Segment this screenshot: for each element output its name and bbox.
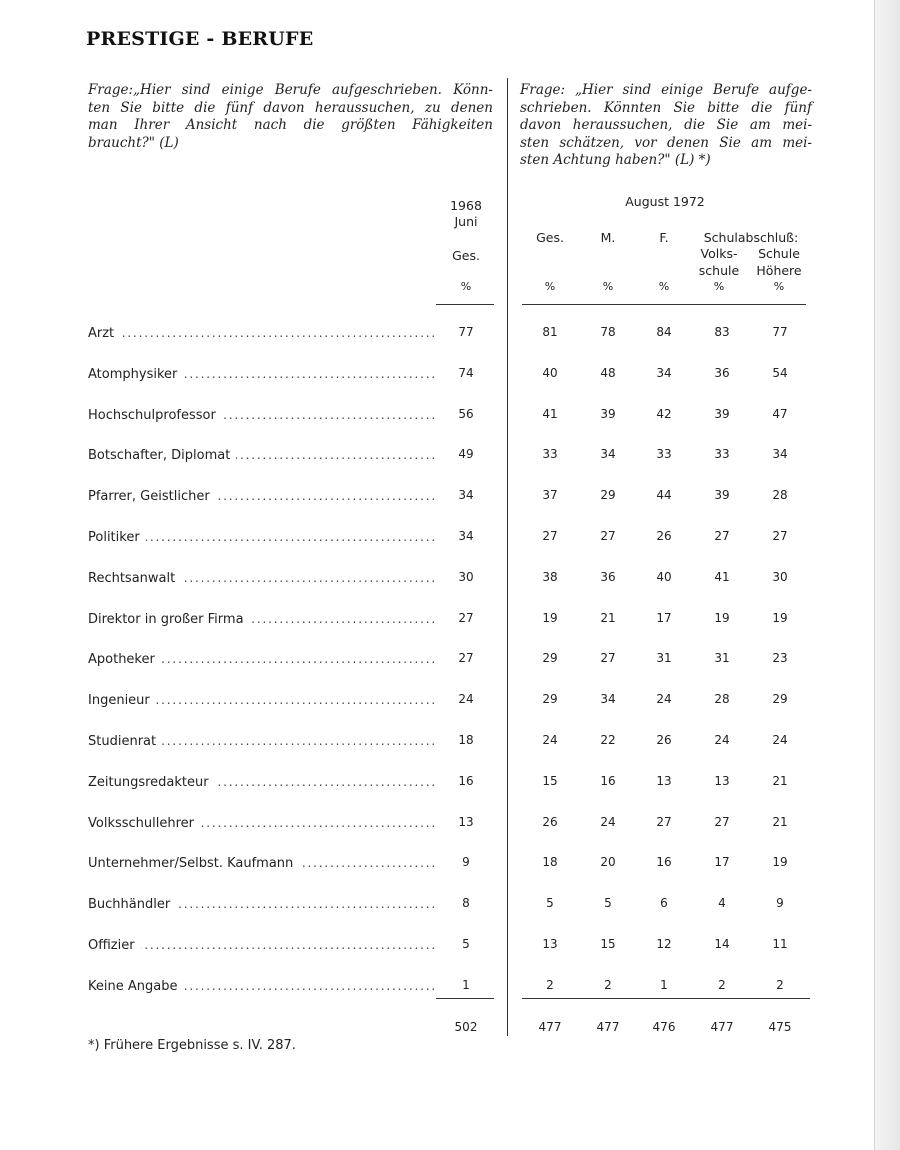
question-right-line: davon heraussuchen, die Sie am mei- (520, 117, 812, 133)
cell-1968: 18 (458, 733, 474, 747)
cell-ges: 24 (542, 733, 558, 747)
cell-ges: 29 (542, 651, 558, 665)
cell-f: 34 (656, 366, 672, 380)
cell-ges: 41 (542, 407, 558, 421)
question-right-line: schrieben. Könnten Sie bitte die fünf (520, 99, 812, 116)
cell-f: 31 (656, 651, 672, 665)
row-label-text: Arzt (88, 326, 120, 341)
cell-m: 27 (600, 529, 616, 543)
row-label (88, 530, 438, 545)
cell-f: 33 (656, 447, 672, 461)
cell-hoehere: 23 (772, 651, 788, 665)
cell-hoehere: 19 (772, 611, 788, 625)
cell-hoehere: 28 (772, 488, 788, 502)
cell-m: 15 (600, 937, 616, 951)
cell-1968: 13 (458, 815, 474, 829)
cell-volksschule: 27 (714, 529, 730, 543)
cell-hoehere: 27 (772, 529, 788, 543)
cell-volksschule: 41 (714, 570, 730, 584)
row-label-text: Botschafter, Diplomat (88, 448, 236, 463)
cell-hoehere: 11 (772, 937, 788, 951)
page-title: PRESTIGE - BERUFE (86, 28, 314, 50)
row-label (88, 938, 438, 953)
question-left-line: man Ihrer Ansicht nach die größten Fähigkeiten (88, 117, 493, 133)
row-label-text: Hochschulprofessor (88, 408, 222, 423)
cell-m: 21 (600, 611, 616, 625)
percent-sign: % (460, 280, 472, 293)
cell-m: 48 (600, 366, 616, 380)
question-left-line: ten Sie bitte die fünf davon heraussuchen, zu denen (88, 99, 493, 116)
cell-ges: 13 (542, 937, 558, 951)
header-hoehere-1: Schule (758, 246, 800, 261)
cell-1968: 5 (462, 937, 470, 951)
header-f: F. (659, 230, 669, 245)
row-label (88, 448, 438, 463)
cell-1968: 56 (458, 407, 474, 421)
header-month-1968: Juni (454, 214, 478, 229)
cell-1968: 34 (458, 529, 474, 543)
column-divider (507, 78, 508, 1036)
cell-volksschule: 31 (714, 651, 730, 665)
row-label-text: Politiker (88, 530, 146, 545)
question-left-line: braucht?" (L) (88, 134, 179, 151)
total-f: 476 (652, 1020, 676, 1034)
row-label-text: Volksschullehrer (88, 816, 200, 831)
row-label (88, 571, 438, 586)
cell-m: 27 (600, 651, 616, 665)
cell-f: 24 (656, 692, 672, 706)
total-1968: 502 (454, 1020, 478, 1034)
row-label (88, 856, 438, 871)
cell-m: 29 (600, 488, 616, 502)
cell-m: 36 (600, 570, 616, 584)
cell-volksschule: 2 (718, 978, 726, 992)
cell-hoehere: 30 (772, 570, 788, 584)
cell-hoehere: 24 (772, 733, 788, 747)
cell-hoehere: 34 (772, 447, 788, 461)
row-label (88, 367, 438, 382)
cell-f: 42 (656, 407, 672, 421)
cell-volksschule: 39 (714, 488, 730, 502)
cell-1968: 16 (458, 774, 474, 788)
cell-1968: 77 (458, 325, 474, 339)
header-rule-1972 (522, 304, 806, 305)
cell-volksschule: 19 (714, 611, 730, 625)
header-m: M. (600, 230, 616, 245)
row-label-text: Keine Angabe (88, 979, 183, 994)
row-label (88, 897, 438, 912)
total-volksschule: 477 (710, 1020, 734, 1034)
row-label (88, 775, 438, 790)
question-right-line: sten Achtung haben?" (L) *) (520, 152, 711, 168)
cell-volksschule: 4 (718, 896, 726, 910)
cell-ges: 5 (546, 896, 554, 910)
row-label-text: Rechtsanwalt (88, 571, 181, 586)
header-volksschule-2: schule (698, 263, 740, 278)
cell-m: 2 (604, 978, 612, 992)
cell-f: 26 (656, 733, 672, 747)
row-label-text: Studienrat (88, 734, 162, 749)
cell-1968: 8 (462, 896, 470, 910)
cell-1968: 34 (458, 488, 474, 502)
row-label (88, 693, 438, 708)
header-ges-1972: Ges. (536, 230, 564, 245)
row-label (88, 816, 438, 831)
cell-f: 44 (656, 488, 672, 502)
total-m: 477 (596, 1020, 620, 1034)
cell-f: 26 (656, 529, 672, 543)
cell-ges: 38 (542, 570, 558, 584)
percent-sign: % (773, 280, 785, 293)
cell-volksschule: 13 (714, 774, 730, 788)
cell-volksschule: 24 (714, 733, 730, 747)
cell-m: 39 (600, 407, 616, 421)
page-edge (874, 0, 900, 1150)
cell-f: 84 (656, 325, 672, 339)
cell-1968: 30 (458, 570, 474, 584)
row-label-text: Pfarrer, Geistlicher (88, 489, 216, 504)
cell-m: 78 (600, 325, 616, 339)
row-label (88, 979, 438, 994)
cell-1968: 9 (462, 855, 470, 869)
cell-1968: 27 (458, 651, 474, 665)
cell-volksschule: 39 (714, 407, 730, 421)
cell-f: 1 (660, 978, 668, 992)
total-rule-1968 (436, 998, 494, 999)
cell-m: 22 (600, 733, 616, 747)
row-label (88, 734, 438, 749)
cell-hoehere: 47 (772, 407, 788, 421)
cell-1968: 49 (458, 447, 474, 461)
cell-f: 17 (656, 611, 672, 625)
row-label-text: Unternehmer/Selbst. Kaufmann (88, 856, 299, 871)
cell-ges: 37 (542, 488, 558, 502)
header-rule-1968 (436, 304, 494, 305)
cell-ges: 33 (542, 447, 558, 461)
cell-ges: 2 (546, 978, 554, 992)
row-label-text: Direktor in großer Firma (88, 612, 250, 627)
question-right-line: Frage: „Hier sind einige Berufe aufge- (520, 82, 812, 98)
cell-volksschule: 36 (714, 366, 730, 380)
header-hoehere-2: Höhere (756, 263, 802, 278)
question-right (520, 82, 812, 170)
cell-ges: 18 (542, 855, 558, 869)
cell-hoehere: 19 (772, 855, 788, 869)
question-left (88, 82, 493, 152)
cell-1968: 27 (458, 611, 474, 625)
cell-hoehere: 21 (772, 774, 788, 788)
total-rule-1972 (522, 998, 810, 999)
cell-ges: 81 (542, 325, 558, 339)
row-label-text: Buchhändler (88, 897, 176, 912)
cell-hoehere: 2 (776, 978, 784, 992)
question-right-line: sten schätzen, vor denen Sie am mei- (520, 134, 812, 151)
cell-volksschule: 33 (714, 447, 730, 461)
row-label (88, 612, 438, 627)
cell-volksschule: 83 (714, 325, 730, 339)
cell-ges: 15 (542, 774, 558, 788)
total-hoehere: 475 (768, 1020, 792, 1034)
cell-m: 34 (600, 447, 616, 461)
cell-ges: 29 (542, 692, 558, 706)
cell-ges: 40 (542, 366, 558, 380)
cell-m: 34 (600, 692, 616, 706)
cell-hoehere: 9 (776, 896, 784, 910)
header-schulabschluss: Schulabschluß: (703, 230, 799, 245)
cell-hoehere: 29 (772, 692, 788, 706)
cell-hoehere: 21 (772, 815, 788, 829)
percent-sign: % (658, 280, 670, 293)
cell-volksschule: 27 (714, 815, 730, 829)
row-label (88, 489, 438, 504)
footnote: *) Frühere Ergebnisse s. IV. 287. (88, 1038, 296, 1053)
cell-f: 12 (656, 937, 672, 951)
cell-f: 16 (656, 855, 672, 869)
cell-f: 6 (660, 896, 668, 910)
cell-ges: 26 (542, 815, 558, 829)
cell-m: 5 (604, 896, 612, 910)
row-label-text: Apotheker (88, 652, 161, 667)
header-year-1968: 1968 (450, 198, 482, 213)
row-label-text: Zeitungsredakteur (88, 775, 215, 790)
row-label (88, 408, 438, 423)
total-ges: 477 (538, 1020, 562, 1034)
row-label (88, 652, 438, 667)
cell-volksschule: 28 (714, 692, 730, 706)
percent-sign: % (713, 280, 725, 293)
header-volksschule-1: Volks- (700, 246, 738, 261)
row-label (88, 326, 438, 341)
percent-sign: % (544, 280, 556, 293)
row-label-text: Ingenieur (88, 693, 156, 708)
cell-f: 27 (656, 815, 672, 829)
cell-1968: 24 (458, 692, 474, 706)
percent-sign: % (602, 280, 614, 293)
cell-f: 13 (656, 774, 672, 788)
cell-m: 16 (600, 774, 616, 788)
row-label-text: Atomphysiker (88, 367, 183, 382)
cell-m: 24 (600, 815, 616, 829)
row-label-text: Offizier (88, 938, 141, 953)
cell-hoehere: 77 (772, 325, 788, 339)
cell-1968: 74 (458, 366, 474, 380)
header-ges-1968: Ges. (452, 248, 480, 263)
question-left-line: Frage:„Hier sind einige Berufe aufgeschrieben. Könn- (88, 82, 493, 98)
cell-1968: 1 (462, 978, 470, 992)
header-august-1972: August 1972 (625, 194, 705, 209)
cell-m: 20 (600, 855, 616, 869)
cell-ges: 19 (542, 611, 558, 625)
cell-hoehere: 54 (772, 366, 788, 380)
cell-f: 40 (656, 570, 672, 584)
cell-volksschule: 14 (714, 937, 730, 951)
cell-ges: 27 (542, 529, 558, 543)
cell-volksschule: 17 (714, 855, 730, 869)
